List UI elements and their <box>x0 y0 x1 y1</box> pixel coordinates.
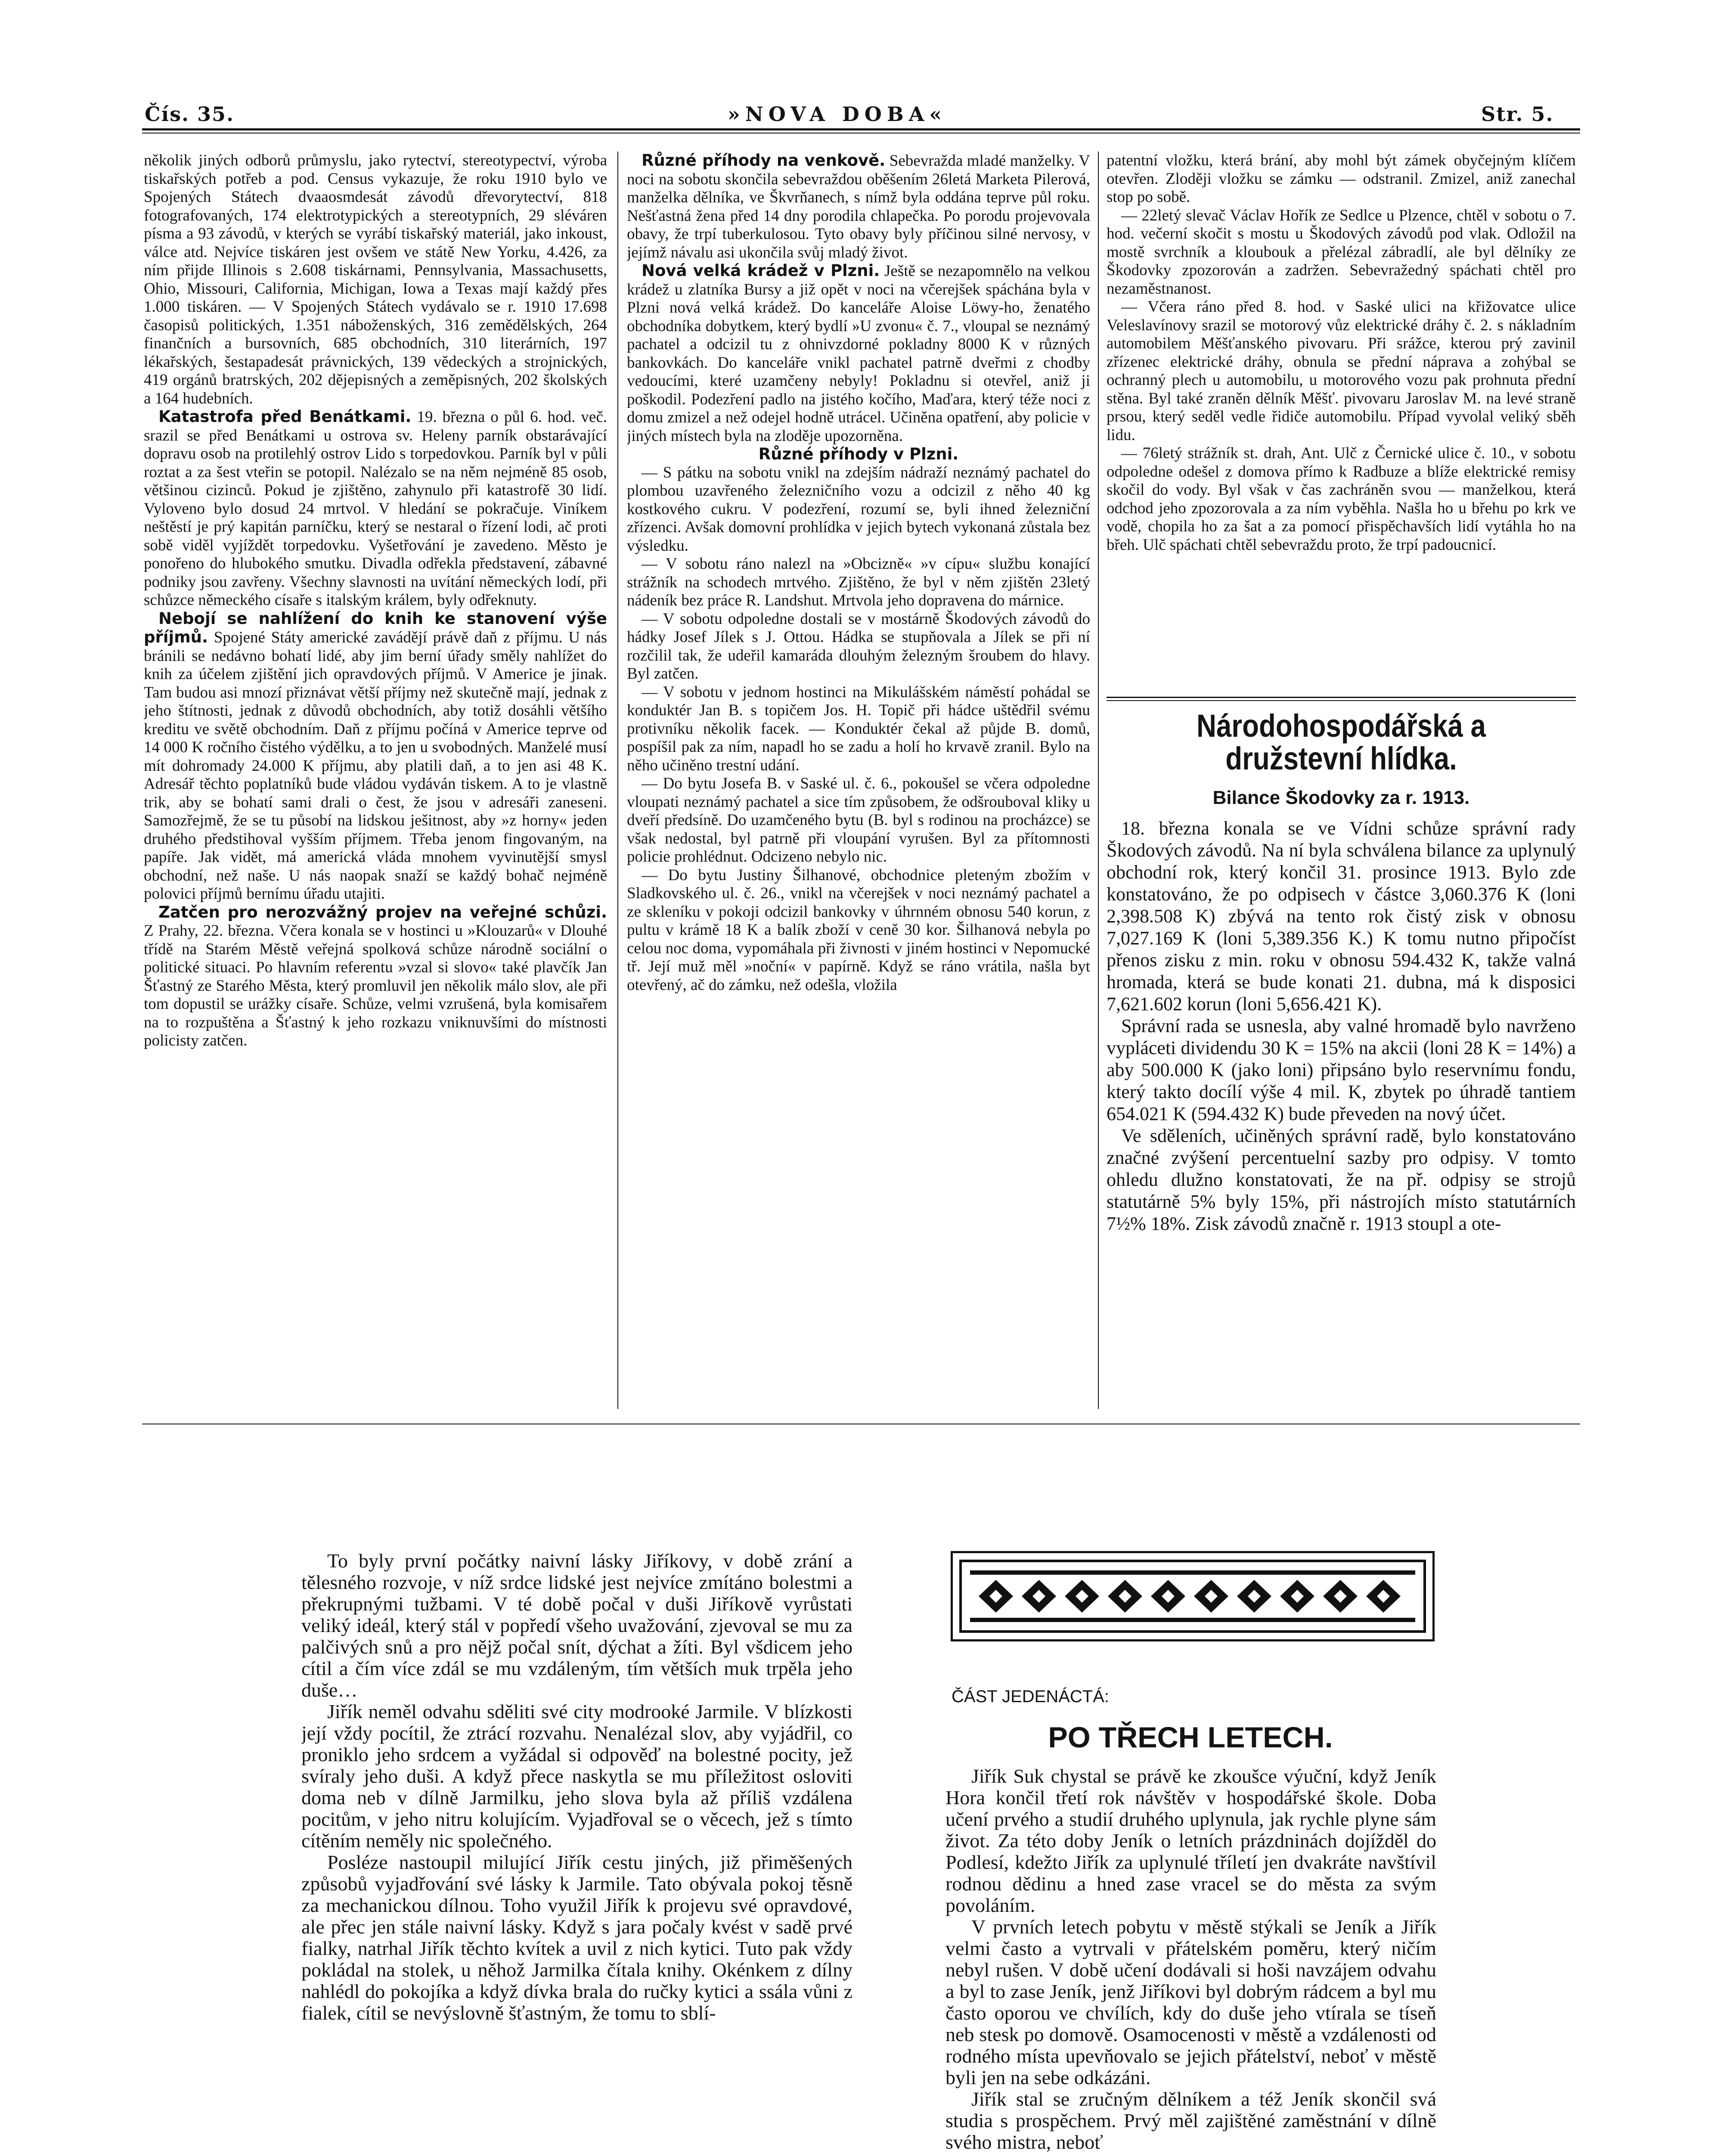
story-paragraph: To byly první počátky naivní lásky Jiříkovy, v době zrání a tělesného rozvoje, v níž srdce lidské jest nejvíce zmítáno bolestmi a překrupnými tužbami. V té době počal v duši Jiříkově vyrůstati veliký ideál, který stál v popředí všeho uvažování, zjevoval se mu za palčivých snů a pro nějž počal snít, dýchat a žíti. Byl všdicem jeho cítil a čím více zdál se mu vzdáleným, tím větších muk trpěla jeho duše… <box>301 1550 852 1701</box>
column-2 <box>627 152 1090 1409</box>
headline-big-theft: Nová velká krádež v Plzni. <box>642 261 880 280</box>
ornament-pattern-icon <box>953 1553 1432 1639</box>
article-skoda-balance: 18. března konala se ve Vídni schůze správní rady Škodových závodů. Na ní byla schválena bilance za uplynulý obchodní rok, který končil 31. prosince 1913. Bylo zde konstatováno, že po odpisech v částce 3,060.376 K (loni 2,398.508 K) zbývá na tento rok čistý zisk v obnosu 7,027.169 K (loni 5,389.356 K.) K tomu nutno připočíst přenos zisku z min. roku v obnosu 594.432 K, takže valná hromada, která se bude konati 21. dubna, má k disposici 7,621.602 korun (loni 5,656.421 K). <box>1107 818 1576 1014</box>
headline-country-incidents: Různé příhody na venkově. <box>642 152 886 170</box>
article-tram-collision: — Včera ráno před 8. hod. v Saské ulici na křižovatce ulice Veleslavínovy srazil se motorový vůz elektrické dráhy č. 2. s nákladním automobilem Měšťanského pivovaru. Při srážce, kterou prý zavinil zřízenec elektrické dráhy, obnula se přední náprava a zohýbal se ochranný plech u automobilu, u motorového vozu pak prohnuta přední stěna. Byl také zraněn dělník Měšť. pivovaru Jaroslav M. na levé straně prsou, který seděl vedle řidiče automobilu. Případ vyvolal veliký sběh lidu. <box>1107 298 1576 444</box>
article-venice-disaster: 19. března o půl 6. hod. več. srazil se před Benátkami u ostrova sv. Heleny parník obstarávající dopravu osob na protilehlý ostrov Lido s torpedovkou. Parník byl v půli roztat a za šest vteřin se potopil. Nalézalo se na něm nejméně 85 osob, většinou cizinců. Pokud je zjištěno, zahynulo při katastrofě 30 lidí. Vyloveno bylo dosud 24 mrtvol. V hledání se pokračuje. Viníkem neštěstí je prý kapitán parníčku, který se nestaral o řízení lodi, ač proti sobě viděl vyjíždět torpedovku. Vyšetřování je zavedeno. Město je ponořeno do hlubokého smutku. Divadla odřekla představení, zábavné podniky jsou zavřeny. Všechny slavnosti na uvítání německých lodí, při schůzce německého císaře s italským králem, byly odřeknuty. <box>144 408 607 609</box>
article-suicide-attempt: — 22letý slevač Václav Hořík ze Sedlce u Plzence, chtěl v sobotu o 7. hod. večerní skočit s mostu u Škodových závodů pod vlak. Odložil na mostě svrchník a kloubouk a přelézal zábradlí, ale byl dělníky ze Škodovky zpozorován a zadržen. Sebevražedný spáchati chtěl pro nezaměstnanost. <box>1107 206 1576 298</box>
headline-venice-disaster: Katastrofa před Benátkami. <box>158 407 412 426</box>
story-paragraph: Posléze nastoupil milující Jiřík cestu jiných, již přiměšených způsobů vyjadřování své lásky k Jarmile. Tato obývala pokoj těsně za mechanickou dílnou. Toho využil Jiřík k projevu své opravdové, ale přec jen stále naivní lásky. Když s jara počaly kvést v sadě prvé fialky, natrhal Jiřík těchto kvítek a uvil z nich kytici. Tuto pak vždy pokládal na stolek, u něhož Jarmilka čítala knihy. Okénkem z dílny nahlédl do pokojíka a když dívka brala do ručky kytici a ssála vůni z fialek, cítil se nevýslovně šťastným, že tomu to sblí- <box>301 1851 852 2024</box>
section-rule-top-thin <box>1107 700 1576 701</box>
article-railway-theft: — S pátku na sobotu vnikl na zdejším nádraží neznámý pachatel do plombou uzavřeného železničního vozu a odcizil z něho 40 kg kostkového cukru. V podezření, rozumí se, byli ihned železniční zřízenci. Avšak domovní prohlídka v jejich bytech vykonaná zůstala bez výsledku. <box>627 463 1090 555</box>
headline-plzen-incidents: Různé příhody v Plzni. <box>758 445 959 463</box>
ornament-frame <box>951 1551 1435 1641</box>
article-found-dead: — V sobotu ráno nalezl na »Obcizně« »v cípu« službu konající strážník na schodech mrtvého. Zjištěno, že byl v něm zjištěn 23letý nádeník bez práce R. Landshut. Mrtvola jeho dopravena do márnice. <box>627 555 1090 609</box>
section-rule-top <box>1107 697 1576 698</box>
headline-income-tax: Nebojí se nahlížení do knih ke stanovení výše příjmů. <box>144 609 607 646</box>
part-label: ČÁST JEDENÁCTÁ: <box>952 1687 1109 1706</box>
column-3-economy <box>1107 817 1576 1412</box>
article-skoda-dividend: Správní rada se usnesla, aby valné hromadě bylo navrženo vypláceti dividendu 30 K = 15% na akcii (loni 28 K = 14%) a aby 500.000 K (jako loni) připsáno bylo reservnímu fondu, který takto docílí výše 4 mil. K, zbytek po úhradě tantiem 654.021 K (594.432 K) bude převeden na nový účet. <box>1107 1015 1576 1124</box>
article-big-theft: Ještě se nezapomnělo na velkou krádež u zlatníka Bursy a již opět v noci na včerejšek spáchána byla v Plzni nová velká krádež. Do kanceláře Aloise Löwy-ho, ženatého obchodníka dobytkem, který bydlí »U zvonu« č. 7., vloupal se neznámý pachatel a odcizil tu z ohnivzdorné pokladny 8000 K v různých bankovkách. Do kanceláře vnikl pachatel patrně dveřmi z chodby vedoucími, které uzamčeny nebyly! Pokladnu si otevřel, aniž ji poškodil. Podezření padlo na jistého kočího, Maďara, který téže noci z domu zmizel a než odejel hodně utrácel. Učiněna opatření, aby policie v jiných místech byla na zloděje upozorněna. <box>627 262 1090 445</box>
article-river-rescue: — 76letý strážník st. drah, Ant. Ulč z Černické ulice č. 10., v sobotu odpoledne odešel z domova přímo k Radbuze a blíže elektrické remisy skočil do vody. Byl však v čas zachráněn svou — manželkou, která odchod jeho zpozorovala a za ním vyběhla. Našla ho u břehu po krk ve vodě, chopila ho za šat a za pomocí přispěchavších lidí vytáhla ho na břeh. Ulč spáchati chtěl sebevraždu proto, že trpí padoucnicí. <box>1107 444 1576 554</box>
balance-subtitle: Bilance Škodovky za r. 1913. <box>1212 787 1470 808</box>
story-paragraph: Jiřík neměl odvahu sděliti své city modrooké Jarmile. V blízkosti její vždy pocítil, že ztrácí rozvahu. Nenalézal slov, aby vyjádřil, co proniklo jeho srdcem a vyžádal si odpověď na bolestné pocity, jež svíraly jeho duši. A když přece naskytla se mu příležitost osloviti doma neb v dílně Jarmilku, jeho slova byla až příliš vzdálena pocitům, v jeho nitru kolujícím. Vyjadřoval se o věcech, jež s tímto cítěním neměly nic společného. <box>301 1700 852 1852</box>
article-arrest: Z Prahy, 22. března. Včera konala se v hostinci u »Klouzarů« v Dlouhé třídě na Starém Městě veřejná spolková schůze národně sociální o politické situaci. Po hlavním referentu »vzal si slovo« také plavčík Jan Šťastný ze Starého Města, který promluvil jen několik málo slov, ale při tom dopustil se urážky císaře. Schůze, velmi vzrušená, byla komisařem na to rozpuštěna a Šťastný k jeho rozkazu vniknuvšími do místnosti policisty zatčen. <box>144 922 607 1049</box>
section-title: Národohospodářská a družstevní hlídka. <box>1197 708 1486 776</box>
story-paragraph: Jiřík stal se zručným dělníkem a též Jeník skončil svá studia s prospěchem. Prvý měl zajištěné zaměstnání v dílně svého mistra, neboť <box>946 2088 1436 2153</box>
article-skoda-writeoffs: Ve sděleních, učiněných správní radě, bylo konstatováno značné zvýšení percentuelní sazby pro odpisy. V tomto ohledu dlužno konstatovati, že na př. odpisy se strojů statutárně 5% byly 15%, při nástrojích místo statutárních 7½% 18%. Zisk závodů značně r. 1913 stoupl a ote- <box>1107 1125 1576 1234</box>
story-paragraph: Jiřík Suk chystal se právě ke zkoušce výuční, když Jeník Hora končil třetí rok návštěv v hospodářské škole. Doba učení prvého a studií druhého uplynula, jak rychle plyne sám život. Za této doby Jeník o letních prázdninách dojížděl do Podlesí, kdežto Jiřík za uplynulé tříletí jen dvakráte navštívil rodnou dědinu a hned zase vracel se do města za svým povoláním. <box>946 1765 1436 1916</box>
column-divider-1 <box>617 152 618 1409</box>
column-divider-2 <box>1098 152 1099 1409</box>
serial-right-text <box>946 1765 1436 2153</box>
header-rule <box>142 128 1580 130</box>
issue-number: Čís. 35. <box>145 102 235 126</box>
page-label: Str. 5. <box>1481 102 1554 126</box>
article-tavern-fight: — V sobotu v jednom hostinci na Mikulášském náměstí pohádal se konduktér Jan B. s topičem Jos. H. Topič při hádce uštědřil svému protivníku několik facek. — Konduktér čekal až půjde B. domů, pospíšil pak za ním, napadl ho se zadu a holí ho krvavě zranil. Bylo na něho učiněno trestní udání. <box>627 683 1090 774</box>
article-printing-stats: několik jiných odborů průmyslu, jako rytectví, stereotypectví, výroba tiskařských potřeb a pod. Census vykazuje, že roku 1910 bylo ve Spojených Státech dvaaosmdesát závodů dřevorytectví, 818 fotografovaných, 174 elektrotypických a stereotypních, 29 sléváren písma a 93 závodů, v kterých se vyrábí tiskařský materiál, jako inkoust, válce atd. Nejvíce tiskáren jest ovšem ve státě New Yorku, 4.426, za ním přijde Illinois s 2.608 tiskárnami, Pennsylvania, Massachusetts, Ohio, Missouri, California, Michigan, Iowa a Texas mají každý přes 1.000 tiskáren. — V Spojených Státech vydávalo se r. 1910 17.698 časopisů politických, 1.351 náboženských, 316 zemědělských, 264 finančních a bursovních, 685 obchodních, 310 literárních, 197 lékařských, šestapadesát právnických, 139 vědeckých a strojnických, 419 orgánů bratrských, 202 dějepisných a zeměpisných, 202 školských a 164 hudebních. <box>144 152 607 407</box>
article-burglary-cont: patentní vložku, která brání, aby mohl být zámek obyčejným klíčem otevřen. Zloději vložku se zámku — odstranil. Zmizel, aniž zanechal stop po sobě. <box>1107 152 1576 206</box>
headline-arrest: Zatčen pro nerozvážný projev na veřejné schůzi. <box>158 903 607 921</box>
article-income-tax: Spojené Státy americké zavádějí právě daň z příjmu. U nás bránili se nedávno bohatí lidé, aby jim berní úřady směly nahlížet do knih za účelem zjištění jich opravdových příjmů. V Americe je jinak. Tam budou asi mnozí přiznávat větší příjmy než skutečně mají, jednak z jeho štítnosti, jednak z důvodů obchodních, aby totiž dosáhli většího kreditu ve světě obchodním. Daň z příjmu počíná v Americe teprve od 14 000 K ročního čistého výdělku, a to jen u svobodných. Manželé musí mít dohromady 24.000 K příjmu, aby platili daň, a to jen asi 48 K. Adresář těchto poplatníků bude vládou vydáván tiskem. A to je vlastně trik, aby se bohatí sami drali o čest, že jsou v adresáři zaneseni. Samozřejmě, že se tu působí na lidskou ješitnost, aby »z horny« jeden druhého předstihoval vyšším příjmem. Třeba jenom fingovaným, na papíře. Jak vidět, má americká vláda mnohem vyvinutější smysl obchodní, než naše. U nás naopak snaží se každý bohač nejméně polovici příjmů bernímu úřadu utajiti. <box>144 629 607 903</box>
article-quarrel: — V sobotu odpoledne dostali se v mostárně Škodových závodů do hádky Josef Jílek s J. Ottou. Hádka se stupňovala a Jílek se při ní rozčilil tak, že udeřil kamaráda dlouhým železným šroubem do hlavy. Byl zatčen. <box>627 610 1090 683</box>
column-3-news <box>1107 152 1576 703</box>
column-1 <box>144 152 607 1409</box>
chapter-title: PO TŘECH LETECH. <box>1048 1721 1333 1754</box>
serial-left-text <box>301 1550 852 2153</box>
masthead-title: »NOVA DOBA« <box>728 102 947 126</box>
article-burglary-attempt: — Do bytu Josefa B. v Saské ul. č. 6., pokoušel se včera odpoledne vloupati neznámý pachatel a sice tím způsobem, že odšrouboval kliky u dveří předsíně. Do uzamčeného bytu (B. byl s rodinou na procházce) se však nedostal, byl patrně při vloupání vyrušen. Byl za přítomnosti policie prohlédnut. Odcizeno nebylo nic. <box>627 775 1090 866</box>
story-paragraph: V prvních letech pobytu v městě stýkali se Jeník a Jiřík velmi často a vytrvali v přátelském poměru, který ničím nebyl rušen. V době učení dodávali si hoši navzájem odvahu a byl to zase Jeník, jenž Jiříkovi byl dobrým rádcem a byl mu často oporou ve chvílích, kdy do duše jeho vtírala se tíseň neb stesk po domově. Osamocenosti v městě a vzdálenosti od rodného místa upevňovalo se jejich přátelství, neboť v městě byli jen na sebe odkázáni. <box>946 1916 1436 2088</box>
article-suicide: Sebevražda mladé manželky. V noci na sobotu skončila sebevraždou oběšením 26letá Marketa Pilerová, manželka dělníka, ve Škvrňanech, s nímž byla oddána teprve půl roku. Nešťastná žena před 14 dny porodila chlapečka. Po porodu projevovala obavy, že trpí tuberkulosou. Tyto obavy byly příčinou silné nervosy, v jejímž návalu asi ukončila svůj mladý život. <box>627 152 1090 261</box>
article-shop-burglary: — Do bytu Justiny Šilhanové, obchodnice pleteným zbožím v Sladkovského ul. č. 26., vnikl na včerejšek v noci neznámý pachatel a ze skleníku v pokoji odcizil bankovky v úhrnném obnosu 540 korun, z pultu v krámě 18 K a balík zboží v ceně 30 kor. Šilhanová nebyla po celou noc doma, vypomáhala při živnosti v jiném hostinci v Nepomucké tř. Její muž měl »noční« v papírně. Když se ráno vrátila, našla byt otevřený, ač do zámku, než odešla, vložila <box>627 866 1090 994</box>
